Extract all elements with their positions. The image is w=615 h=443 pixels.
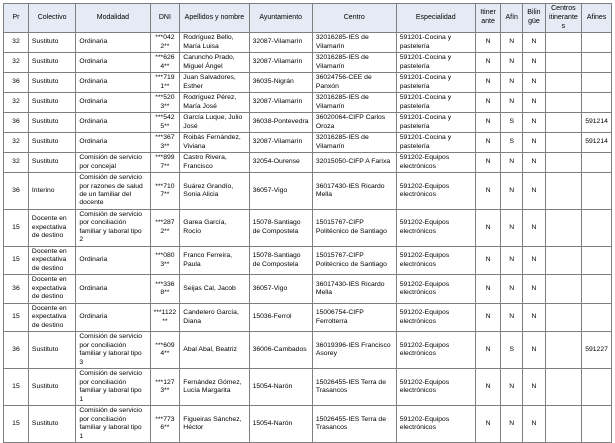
table-cell: N (475, 369, 501, 406)
table-cell: 591202-Equipos electrónicos (396, 153, 475, 173)
table-cell: N (475, 303, 501, 331)
table-cell: ***1273** (150, 369, 180, 406)
table-cell: Sustituto (28, 33, 75, 53)
table-cell (545, 153, 581, 173)
table-cell: Fernández Gómez, Lucía Margarita (180, 369, 249, 406)
header-cell: Afines (582, 4, 612, 33)
table-cell: 15006754-CIFP Ferrolterra (312, 303, 396, 331)
table-cell: 32087-Vilamarín (249, 33, 312, 53)
table-cell: Sustituto (28, 73, 75, 93)
table-cell: Ordinaria (76, 93, 150, 113)
table-cell: N (523, 93, 545, 113)
table-cell: 15 (4, 303, 29, 331)
table-cell (582, 246, 612, 274)
header-cell: Centros itinerantes (545, 4, 581, 33)
table-cell: 32 (4, 53, 29, 73)
table-cell: 32 (4, 93, 29, 113)
table-row (4, 113, 612, 133)
table-cell: 15054-Narón (249, 369, 312, 406)
table-cell: Franco Ferreira, Paula (180, 246, 249, 274)
table-cell: 36 (4, 73, 29, 93)
table-cell: Sustituto (28, 133, 75, 153)
table-cell: Docente en expectativa de destino (28, 275, 75, 303)
table-cell: 15026455-IES Terra de Trasancos (312, 406, 396, 443)
table-cell: 36 (4, 173, 29, 210)
table-cell: N (501, 246, 523, 274)
table-cell (582, 369, 612, 406)
table-cell: Ordinaria (76, 113, 150, 133)
table-cell: 36017430-IES Ricardo Mella (312, 275, 396, 303)
table-cell: 15054-Narón (249, 406, 312, 443)
table-cell: Sustituto (28, 53, 75, 73)
table-row (4, 133, 612, 153)
table-cell: 15078-Santiago de Compostela (249, 209, 312, 246)
table-cell: N (475, 53, 501, 73)
table-cell: ***7107** (150, 173, 180, 210)
table-cell: 15 (4, 209, 29, 246)
table-row (4, 93, 612, 113)
header-cell: Apellidos y nombre (180, 4, 249, 33)
table-row (4, 369, 612, 406)
table-cell: N (475, 173, 501, 210)
table-cell: ***3368** (150, 275, 180, 303)
table-cell: Comisión de servicio por razones de salud de un familiar del docente (76, 173, 150, 210)
table-body (4, 33, 612, 443)
table-cell (545, 113, 581, 133)
table-row (4, 332, 612, 369)
header-cell: Modalidad (76, 4, 150, 33)
table-cell (582, 93, 612, 113)
table-cell: Figueiras Sánchez, Héctor (180, 406, 249, 443)
table-cell: Garea García, Rocío (180, 209, 249, 246)
header-cell: DNI (150, 4, 180, 33)
table-cell: 591201-Cocina y pastelería (396, 73, 475, 93)
table-row (4, 246, 612, 274)
table-cell: 591201-Cocina y pastelería (396, 33, 475, 53)
table-cell: 32016285-IES de Vilamarín (312, 93, 396, 113)
table-cell: N (523, 113, 545, 133)
table-cell: 32 (4, 33, 29, 53)
table-cell: N (475, 153, 501, 173)
header-cell: Itinerante (475, 4, 501, 33)
table-cell: 15078-Santiago de Compostela (249, 246, 312, 274)
table-cell: N (475, 209, 501, 246)
table-cell: 36019396-IES Francisco Asorey (312, 332, 396, 369)
table-cell: N (501, 369, 523, 406)
table-cell: Ordinaria (76, 303, 150, 331)
table-cell (582, 53, 612, 73)
table-cell (545, 303, 581, 331)
table-cell (545, 275, 581, 303)
table-cell: 591214 (582, 113, 612, 133)
table-cell: 591202-Equipos electrónicos (396, 275, 475, 303)
table-row (4, 406, 612, 443)
table-cell: N (501, 33, 523, 53)
table-cell: 591202-Equipos electrónicos (396, 173, 475, 210)
table-cell: N (475, 275, 501, 303)
table-cell (582, 153, 612, 173)
table-cell: N (475, 332, 501, 369)
table-cell: N (523, 33, 545, 53)
table-cell: 32087-Vilamarín (249, 53, 312, 73)
table-cell: 36020064-CIFP Carlos Oroza (312, 113, 396, 133)
table-cell: Rodríguez Pérez, María José (180, 93, 249, 113)
table-cell: Candelero García, Diana (180, 303, 249, 331)
table-cell: N (523, 406, 545, 443)
table-cell: ***5203** (150, 93, 180, 113)
table-cell: Rodríguez Bello, María Luisa (180, 33, 249, 53)
table-cell: 591202-Equipos electrónicos (396, 369, 475, 406)
table-cell: 36 (4, 275, 29, 303)
table-cell (545, 246, 581, 274)
table-cell: N (475, 93, 501, 113)
table-cell: Comisión de servicio por concejal (76, 153, 150, 173)
table-cell: Suárez Grandío, Sonia Alicia (180, 173, 249, 210)
table-cell: Ordinaria (76, 53, 150, 73)
table-cell (582, 275, 612, 303)
table-cell: N (475, 133, 501, 153)
table-cell (545, 93, 581, 113)
table-cell (582, 73, 612, 93)
table-cell: Sustituto (28, 113, 75, 133)
table-cell: ***5425** (150, 113, 180, 133)
table-cell: Abal Abal, Beatriz (180, 332, 249, 369)
table-cell: Castro Rivera, Francisco (180, 153, 249, 173)
table-cell (582, 33, 612, 53)
table-cell (545, 406, 581, 443)
header-cell: Colectivo (28, 4, 75, 33)
table-cell: N (523, 332, 545, 369)
table-cell: 32087-Vilamarín (249, 93, 312, 113)
table-row (4, 303, 612, 331)
table-cell: 15026455-IES Terra de Trasancos (312, 369, 396, 406)
table-cell: S (501, 113, 523, 133)
table-cell: 32 (4, 133, 29, 153)
table-cell: N (501, 209, 523, 246)
table-cell: N (523, 153, 545, 173)
table-row (4, 53, 612, 73)
table-cell: Seijas Cal, Jacob (180, 275, 249, 303)
table-cell: Comisión de servicio por conciliación familiar y laboral tipo 3 (76, 332, 150, 369)
table-cell (582, 406, 612, 443)
table-cell: 591227 (582, 332, 612, 369)
table-cell: N (523, 275, 545, 303)
table-row (4, 73, 612, 93)
table-cell (545, 73, 581, 93)
table-row (4, 33, 612, 53)
table-cell: Juan Salvadores, Esther (180, 73, 249, 93)
table-cell: 36017430-IES Ricardo Mella (312, 173, 396, 210)
table-cell (545, 209, 581, 246)
header-cell: Ayuntamiento (249, 4, 312, 33)
table-cell: Comisión de servicio por conciliación familiar y laboral tipo 1 (76, 369, 150, 406)
table-cell: N (523, 209, 545, 246)
table-cell: Sustituto (28, 153, 75, 173)
table-cell: N (475, 246, 501, 274)
table-row (4, 209, 612, 246)
table-cell: Comisión de servicio por conciliación familiar y laboral tipo 2 (76, 209, 150, 246)
table-cell: N (475, 73, 501, 93)
table-cell: Sustituto (28, 406, 75, 443)
table-cell: N (501, 303, 523, 331)
table-cell: 32015050-CIFP A Farixa (312, 153, 396, 173)
table-cell: N (523, 173, 545, 210)
table-cell (545, 173, 581, 210)
table-cell: 36 (4, 113, 29, 133)
table-cell: N (501, 173, 523, 210)
table-cell: N (523, 369, 545, 406)
table-cell: N (501, 93, 523, 113)
table-cell: N (501, 53, 523, 73)
table-cell: Ordinaria (76, 133, 150, 153)
table-cell: 591201-Cocina y pastelería (396, 133, 475, 153)
table-cell: 15 (4, 406, 29, 443)
table-cell: Sustituto (28, 93, 75, 113)
header-cell: Pr (4, 4, 29, 33)
header-row (4, 4, 612, 33)
table-cell: 32016285-IES de Vilamarín (312, 53, 396, 73)
header-cell: Especialidad (396, 4, 475, 33)
table-cell (582, 173, 612, 210)
table-row (4, 173, 612, 210)
table-cell: N (501, 275, 523, 303)
table-cell: 36057-Vigo (249, 173, 312, 210)
table-cell: N (475, 406, 501, 443)
table-cell: Comisión de servicio por conciliación familiar y laboral tipo 1 (76, 406, 150, 443)
table-cell: N (523, 303, 545, 331)
table-cell: 591202-Equipos electrónicos (396, 406, 475, 443)
table-cell: 591201-Cocina y pastelería (396, 53, 475, 73)
table-cell (545, 369, 581, 406)
table-cell: 591214 (582, 133, 612, 153)
table-cell: García Luque, Julio José (180, 113, 249, 133)
table-cell: 32016285-IES de Vilamarín (312, 33, 396, 53)
table-cell: 591201-Cocina y pastelería (396, 113, 475, 133)
table-cell: N (475, 33, 501, 53)
table-row (4, 153, 612, 173)
table-cell: ***8997** (150, 153, 180, 173)
table-cell (545, 33, 581, 53)
table-cell: Interino (28, 173, 75, 210)
table-cell: ***0422** (150, 33, 180, 53)
table-cell (545, 53, 581, 73)
table-cell (545, 133, 581, 153)
table-cell: Docente en expectativa de destino (28, 303, 75, 331)
table-cell: S (501, 332, 523, 369)
table-cell: 591202-Equipos electrónicos (396, 246, 475, 274)
table-cell: ***6094** (150, 332, 180, 369)
table-cell: 15015767-CIFP Politécnico de Santiago (312, 209, 396, 246)
table-cell: 591202-Equipos electrónicos (396, 332, 475, 369)
table-cell: 36035-Nigrán (249, 73, 312, 93)
table-cell: 36006-Cambados (249, 332, 312, 369)
header-cell: Afín (501, 4, 523, 33)
table-cell: Ordinaria (76, 73, 150, 93)
table-cell: N (501, 406, 523, 443)
table-cell: 15015767-CIFP Politécnico de Santiago (312, 246, 396, 274)
table-cell: N (501, 153, 523, 173)
table-cell: ***2872** (150, 209, 180, 246)
table-cell: ***1122** (150, 303, 180, 331)
table-cell: 591202-Equipos electrónicos (396, 209, 475, 246)
table-cell: Sustituto (28, 369, 75, 406)
table-cell: 591201-Cocina y pastelería (396, 93, 475, 113)
table-cell: Ordinaria (76, 33, 150, 53)
table-cell: Ordinaria (76, 246, 150, 274)
table-cell: Sustituto (28, 332, 75, 369)
table-cell: 32087-Vilamarín (249, 133, 312, 153)
table-cell: 15 (4, 246, 29, 274)
header-cell: Bilingüe (523, 4, 545, 33)
table-cell: N (523, 73, 545, 93)
table-cell: ***7191** (150, 73, 180, 93)
table-cell: 36 (4, 332, 29, 369)
assignments-table (3, 3, 612, 443)
table-cell: Docente en expectativa de destino (28, 246, 75, 274)
table-cell: 32016285-IES de Vilamarín (312, 133, 396, 153)
table-cell: 32054-Ourense (249, 153, 312, 173)
table-cell: N (475, 113, 501, 133)
table-cell: 32 (4, 153, 29, 173)
table-cell (582, 303, 612, 331)
table-cell: ***3673** (150, 133, 180, 153)
table-cell: Docente en expectativa de destino (28, 209, 75, 246)
table-cell: ***6264** (150, 53, 180, 73)
table-cell: N (523, 246, 545, 274)
table-cell: N (501, 73, 523, 93)
table-cell: N (523, 133, 545, 153)
table-cell: Ordinaria (76, 275, 150, 303)
table-cell: 36038-Pontevedra (249, 113, 312, 133)
table-cell: ***7736** (150, 406, 180, 443)
table-cell: Caruncho Prado, Miguel Ángel (180, 53, 249, 73)
table-cell: 591202-Equipos electrónicos (396, 303, 475, 331)
table-cell: Roibás Fernández, Viviana (180, 133, 249, 153)
table-cell: 15036-Ferrol (249, 303, 312, 331)
header-cell: Centro (312, 4, 396, 33)
table-cell: ***0803** (150, 246, 180, 274)
table-cell: 15 (4, 369, 29, 406)
table-cell (545, 332, 581, 369)
table-cell (582, 209, 612, 246)
table-cell: 36024756-CEE de Panxón (312, 73, 396, 93)
table-row (4, 275, 612, 303)
table-cell: N (523, 53, 545, 73)
table-cell: 36057-Vigo (249, 275, 312, 303)
table-cell: S (501, 133, 523, 153)
